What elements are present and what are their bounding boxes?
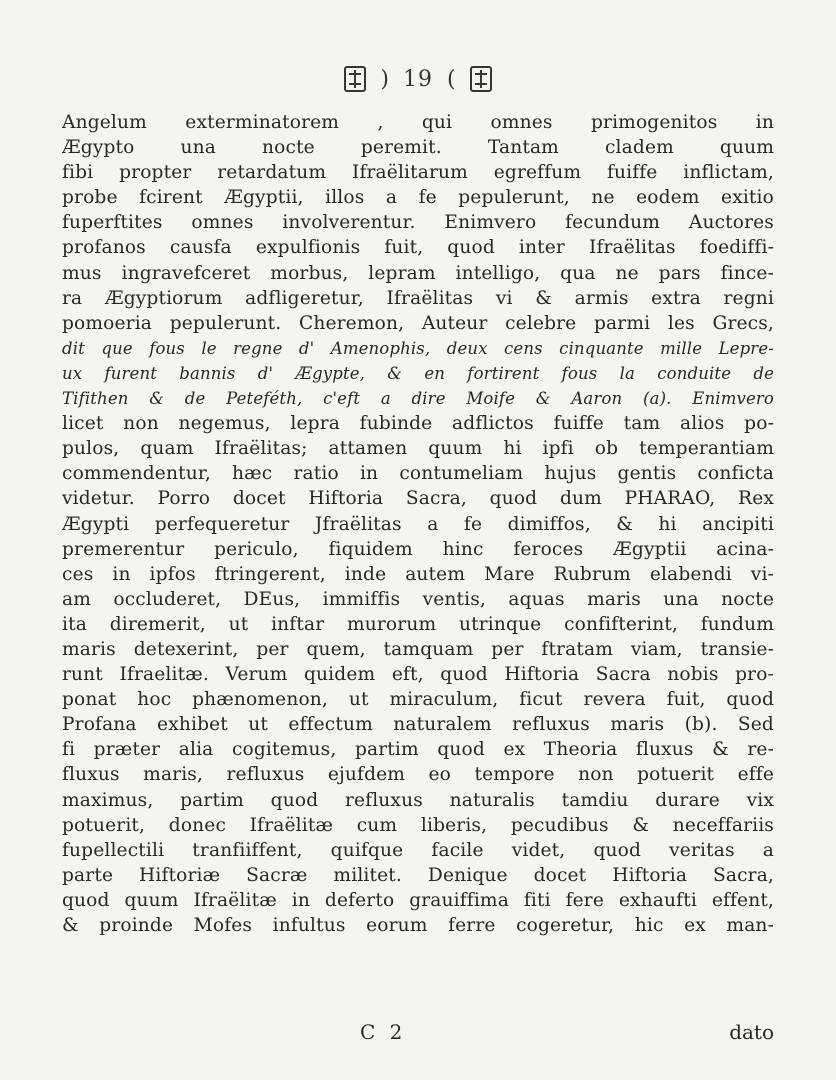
left-bracket: ) [380,66,389,92]
body-text [62,110,774,938]
text-line: ponat hoc phænomenon, ut miraculum, ficut revera fuit, quod [62,689,774,711]
text-line-italic: Tifithen & de Peteféth, c'eft a dire Moife & Aaron (a). Enimvero [62,389,774,409]
right-bracket: ( [447,66,456,92]
text-line: profanos causfa expulfionis fuit, quod inter Ifraëlitas foediffi- [62,237,774,259]
text-line: am occluderet, DEus, immiffis ventis, aquas maris una nocte [62,588,774,610]
text-line-italic: dit que fous le regne d' Amenophis, deux cens cinquante mille Lepre- [62,338,774,358]
text-line-italic: ux furent bannis d' Ægypte, & en fortirent fous la conduite de [62,363,774,383]
text-line: probe fcirent Ægyptii, illos a fe pepulerunt, ne eodem exitio [62,187,774,209]
text-line: & proinde Mofes infultus eorum ferre cogeretur, hic ex man- [62,915,774,936]
text-line: maximus, partim quod refluxus naturalis tamdiu durare vix [62,789,774,811]
text-line: fibi propter retardatum Ifraëlitarum egreffum fuiffe inflictam, [62,162,774,184]
text-line: Ægypto una nocte peremit. Tantam cladem quum [62,137,774,159]
text-line: ra Ægyptiorum adfligeretur, Ifraëlitas vi & armis extra regni [62,287,774,309]
text-line: potuerit, donec Ifraëlitæ cum liberis, pecudibus & neceffariis [62,814,774,836]
text-line: commendentur, hæc ratio in contumeliam hujus gentis conficta [62,463,774,485]
text-line: fuperftites omnes involverentur. Enimvero fecundum Auctores [62,212,774,234]
page-number: 19 [403,66,433,92]
text-line: mus ingravefceret morbus, lepram intelligo, qua ne pars fince- [62,262,774,284]
text-line: premerentur periculo, fiquidem hinc feroces Ægyptii acina- [62,538,774,560]
text-line: quod quum Ifraëlitæ in deferto grauiffima fiti fere exhaufti effent, [62,889,774,911]
left-ornament-icon [344,66,366,92]
running-header [0,66,836,92]
catchword: dato [729,1020,774,1044]
page-footer [62,1020,774,1050]
text-line: parte Hiftoriæ Sacræ militet. Denique docet Hiftoria Sacra, [62,864,774,886]
text-line: fluxus maris, refluxus ejufdem eo tempore non potuerit effe [62,764,774,786]
text-line: ces in ipfos ftringerent, inde autem Mare Rubrum elabendi vi- [62,563,774,585]
text-line: Ægypti perfequeretur Jfraëlitas a fe dimiffos, & hi ancipiti [62,513,774,535]
text-line: maris detexerint, per quem, tamquam per ftratam viam, transie- [62,638,774,660]
text-line: fi præter alia cogitemus, partim quod ex Theoria fluxus & re- [62,739,774,761]
text-line: pomoeria pepulerunt. Cheremon, Auteur celebre parmi les Grecs, [62,312,774,334]
text-line: runt Ifraelitæ. Verum quidem eft, quod Hiftoria Sacra nobis pro- [62,664,774,686]
text-line: Angelum exterminatorem , qui omnes primogenitos in [62,112,774,133]
text-line: fupellectili tranfiiffent, quifque facile videt, quod veritas a [62,839,774,861]
text-line: ita diremerit, ut inftar murorum utrinque confifterint, fundum [62,613,774,635]
signature-mark: C 2 [360,1020,407,1044]
right-ornament-icon [470,66,492,92]
text-line: licet non negemus, lepra fubinde adflictos fuiffe tam alios po- [62,413,774,435]
text-line: videtur. Porro docet Hiftoria Sacra, quod dum PHARAO, Rex [62,488,774,510]
text-line: Profana exhibet ut effectum naturalem refluxus maris (b). Sed [62,714,774,736]
text-line: pulos, quam Ifraëlitas; attamen quum hi ipfi ob temperantiam [62,438,774,460]
